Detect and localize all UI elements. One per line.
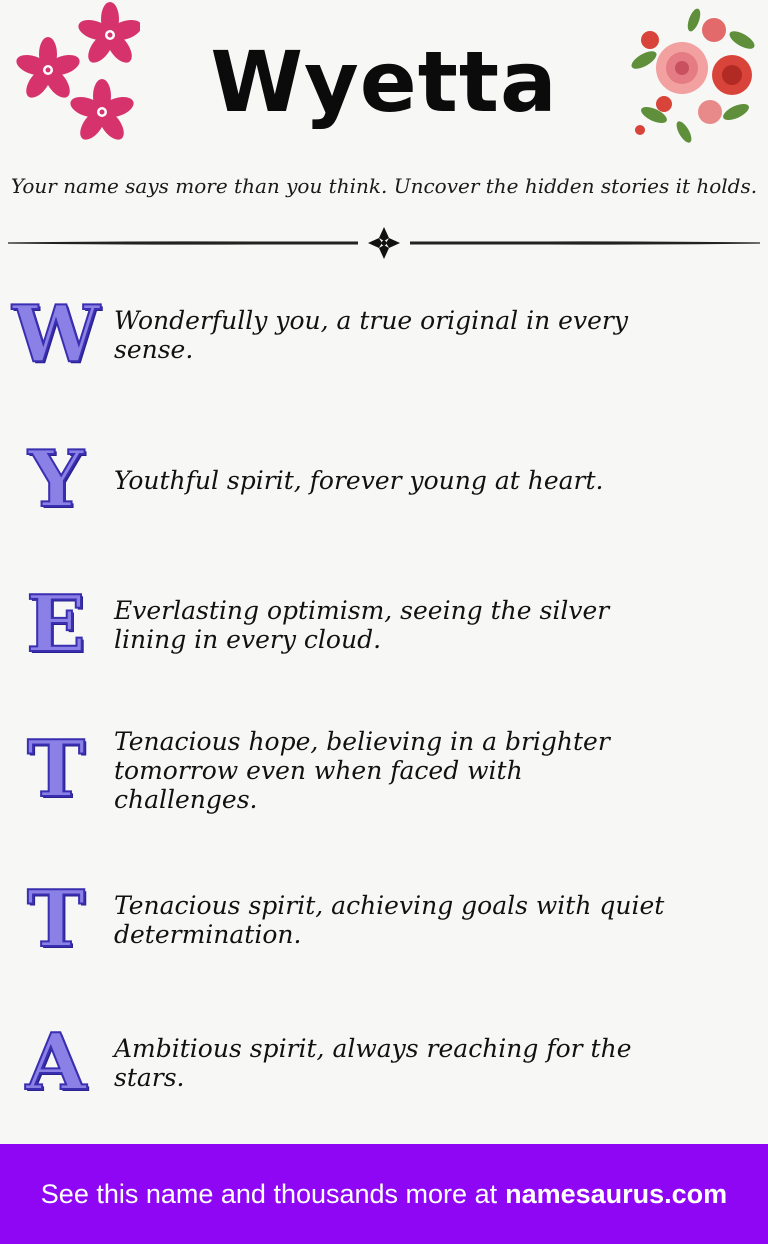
letter-glyph: T — [26, 874, 86, 965]
letter-glyph: E — [26, 579, 86, 670]
letter-description: Ambitious spirit, always reaching for the stars. — [114, 1034, 632, 1092]
letter-description: Youthful spirit, forever young at heart. — [114, 465, 604, 495]
list-item — [0, 435, 768, 525]
list-item — [0, 875, 768, 965]
list-item — [0, 1018, 768, 1108]
letter-glyph: T — [26, 724, 86, 815]
footer-banner[interactable] — [0, 1144, 768, 1244]
letter-glyph: A — [25, 1017, 87, 1108]
page-title: Wyetta — [210, 33, 558, 131]
letter-description: Tenacious spirit, achieving goals with quiet determination. — [114, 891, 665, 949]
list-item — [0, 290, 768, 380]
letter-description: Wonderfully you, a true original in every sense. — [114, 306, 628, 364]
list-item — [0, 580, 768, 670]
footer-text: See this name and thousands more at — [40, 1178, 498, 1209]
header — [0, 0, 768, 160]
letter-description: Tenacious hope, believing in a brighter tomorrow even when faced with challenges. — [114, 726, 610, 814]
letter-glyph: W — [12, 289, 100, 380]
ornamental-divider-icon — [8, 224, 760, 262]
letter-description: Everlasting optimism, seeing the silver lining in every cloud. — [114, 596, 610, 654]
rose-bouquet-icon — [624, 0, 764, 145]
list-item — [0, 725, 768, 815]
letter-glyph: Y — [28, 434, 84, 525]
site-link[interactable]: namesaurus.com — [505, 1178, 728, 1209]
tagline: Your name says more than you think. Uncover the hidden stories it holds. — [10, 174, 758, 198]
